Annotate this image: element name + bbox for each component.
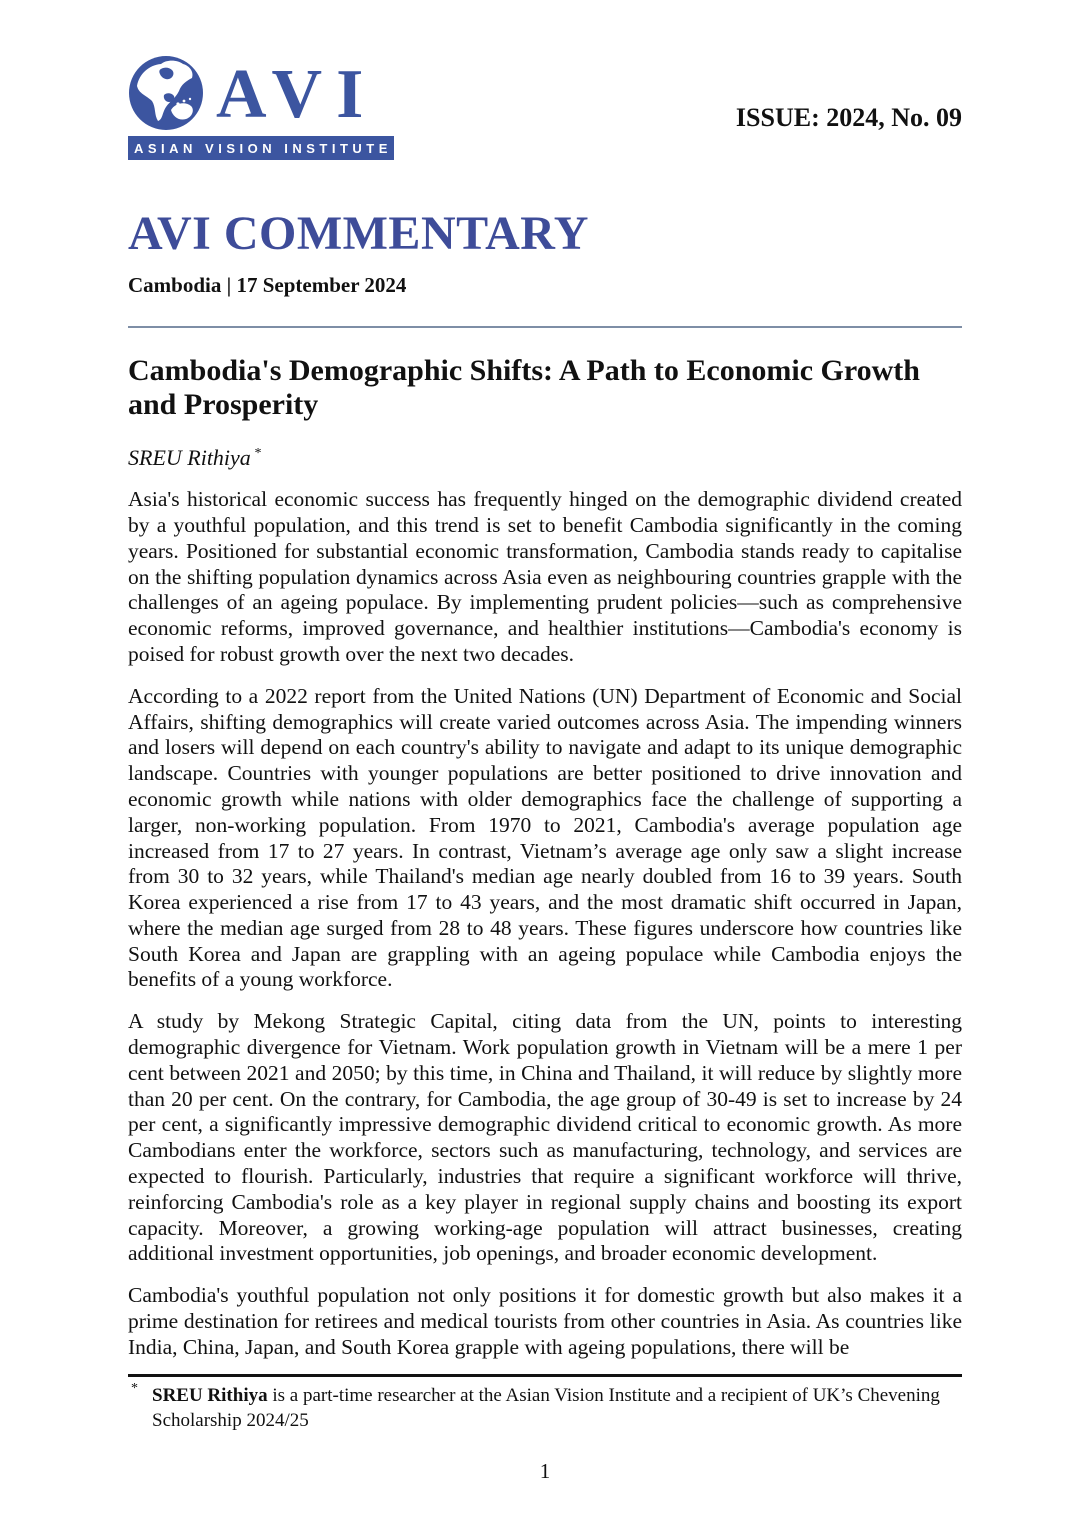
logo-subtitle: ASIAN VISION INSTITUTE <box>128 136 394 160</box>
header-divider <box>128 326 962 328</box>
footnote-mark: * <box>131 1380 138 1396</box>
body-paragraph-4: Cambodia's youthful population not only positions it for domestic growth but also makes it a prime destination for retirees and medical tourists from other countries in Asia. As countries like India, China, Japan, and South Korea grapple with ageing populations, there will be <box>128 1283 962 1359</box>
footnote-author: SREU Rithiya <box>152 1384 268 1406</box>
avi-logo <box>128 55 394 160</box>
body-paragraph-3: A study by Mekong Strategic Capital, citing data from the UN, points to interesting demographic divergence for Vietnam. Work population growth in Vietnam will be a mere 1 per cent between 2021 and 2050; by this time, in China and Thailand, it will reduce by slightly more than 20 per cent. On the contrary, for Cambodia, the age group of 30-49 is set to increase by 24 per cent, a significantly impressive demographic dividend critical to economic growth. As more Cambodians enter the workforce, sectors such as manufacturing, technology, and services are expected to flourish. Particularly, industries that require a significant workforce will thrive, reinforcing Cambodia's role as a key player in regional supply chains and boosting its export capacity. Moreover, a growing working-age population will attract businesses, creating additional investment opportunities, job openings, and broader economic development. <box>128 1009 962 1266</box>
page-header <box>128 55 962 160</box>
page-footer <box>128 1374 962 1536</box>
page-number: 1 <box>539 1459 551 1483</box>
dateline: Cambodia | 17 September 2024 <box>128 272 407 297</box>
author-name: SREU Rithiya <box>128 445 251 471</box>
footnote-divider <box>128 1374 962 1377</box>
article-title: Cambodia's Demographic Shifts: A Path to Economic Growth and Prosperity <box>128 353 920 421</box>
globe-icon <box>128 55 204 131</box>
masthead-title: AVI COMMENTARY <box>128 207 589 260</box>
body-paragraph-2: According to a 2022 report from the United Nations (UN) Department of Economic and Social Affairs, shifting demographics will create varied outcomes across Asia. The impending winners and losers will depend on each country's ability to navigate and adapt to its unique demographic landscape. Countries with younger populations are better positioned to drive innovation and economic growth while nations with older demographics face the challenge of supporting a larger, non-working population. From 1970 to 2021, Cambodia's average population age increased from 17 to 27 years. In contrast, Vietnam’s average age only saw a slight increase from 30 to 32 years, while Thailand's median age nearly doubled from 16 to 39 years. South Korea experienced a rise from 17 to 43 years, and the most dramatic shift occurred in Japan, where the median age surged from 28 to 48 years. These figures underscore how countries like South Korea and Japan are grappling with an ageing populace while Cambodia enjoys the benefits of a young workforce. <box>128 683 962 992</box>
footnote-text: is a part-time researcher at the Asian Vision Institute and a recipient of UK’s Chevening Scholarship 2024/25 <box>152 1384 940 1431</box>
footnote <box>128 1380 962 1433</box>
logo-wordmark: AVI <box>216 55 378 133</box>
body-paragraph-1: Asia's historical economic success has frequently hinged on the demographic dividend created by a youthful population, and this trend is set to benefit Cambodia significantly in the coming years. Positioned for substantial economic transformation, Cambodia stands ready to capitalise on the shifting population dynamics across Asia even as neighbouring countries grapple with the challenges of an ageing populace. By implementing prudent policies—such as comprehensive economic reforms, improved governance, and healthier institutions—Cambodia's economy is poised for robust growth over the next two decades. <box>128 487 962 666</box>
issue-label: ISSUE: 2024, No. 09 <box>735 103 962 132</box>
article-author <box>128 445 962 471</box>
author-footnote-mark: * <box>253 445 261 461</box>
logo-top-row <box>128 55 394 131</box>
